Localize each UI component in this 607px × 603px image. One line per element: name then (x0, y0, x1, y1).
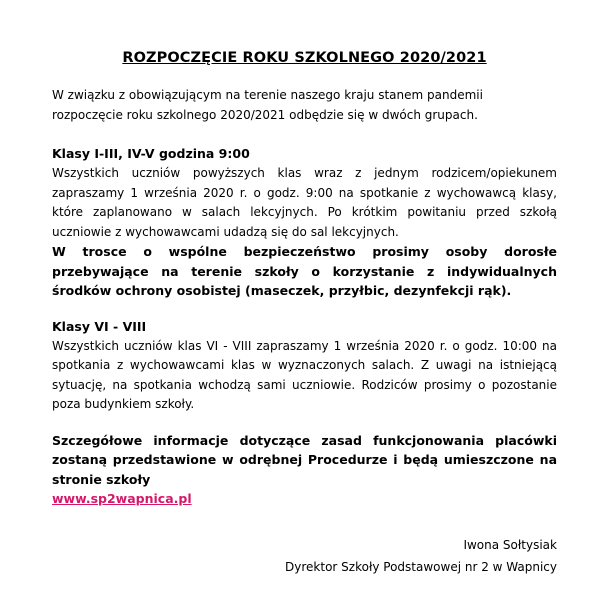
group1-body: Wszystkich uczniów powyższych klas wraz z jednym rodzicem/opiekunem zapraszamy 1 września 2020 r. o godz. 9:00 na spotkanie z wychowawcą klasy, które zaplanowano w salach lekcyjnych. Po krótkim powitaniu przed szkołą uczniowie z wychowawcami udadzą się do sal lekcyjnych. (52, 166, 557, 239)
document-title: ROZPOCZĘCIE ROKU SZKOLNEGO 2020/2021 (122, 50, 487, 66)
group1-heading: Klasy I-III, IV-V godzina 9:00 (52, 146, 250, 161)
document-page (52, 50, 557, 578)
school-website-link[interactable]: www.sp2wapnica.pl (52, 491, 192, 506)
signatory-position: Dyrektor Szkoły Podstawowej nr 2 w Wapnicy (285, 559, 557, 574)
closing-paragraph (52, 431, 557, 509)
intro-paragraph: W związku z obowiązującym na terenie naszego kraju stanem pandemii rozpoczęcie roku szkolnego 2020/2021 odbędzie się w dwóch grupach. (52, 88, 483, 122)
group2-heading: Klasy VI - VIII (52, 318, 147, 334)
safety-notice: W trosce o wspólne bezpieczeństwo prosimy osoby dorosłe przebywające na terenie szkoły o korzystanie z indywidualnych środków ochrony osobistej (maseczek, przyłbic, dezynfekcji rąk). (52, 244, 557, 298)
signature-block (52, 534, 557, 578)
signatory-name: Iwona Sołtysiak (463, 537, 557, 552)
spacer (52, 415, 557, 431)
spacer (52, 301, 557, 317)
group2-body: Wszystkich uczniów klas VI - VIII zapraszamy 1 września 2020 r. o godz. 10:00 na spotkania z wychowawcami klas w wyznaczonych salach. Z uwagi na istniejącą sytuację, na spotkania wchodzą sami uczniowie. Rodziców prosimy o pozostanie poza budynkiem szkoły. (52, 338, 557, 411)
closing-text: Szczegółowe informacje dotyczące zasad funkcjonowania placówki zostaną przedstawione w odrębnej Procedurze i będą umieszczone na stronie szkoły (52, 432, 557, 487)
